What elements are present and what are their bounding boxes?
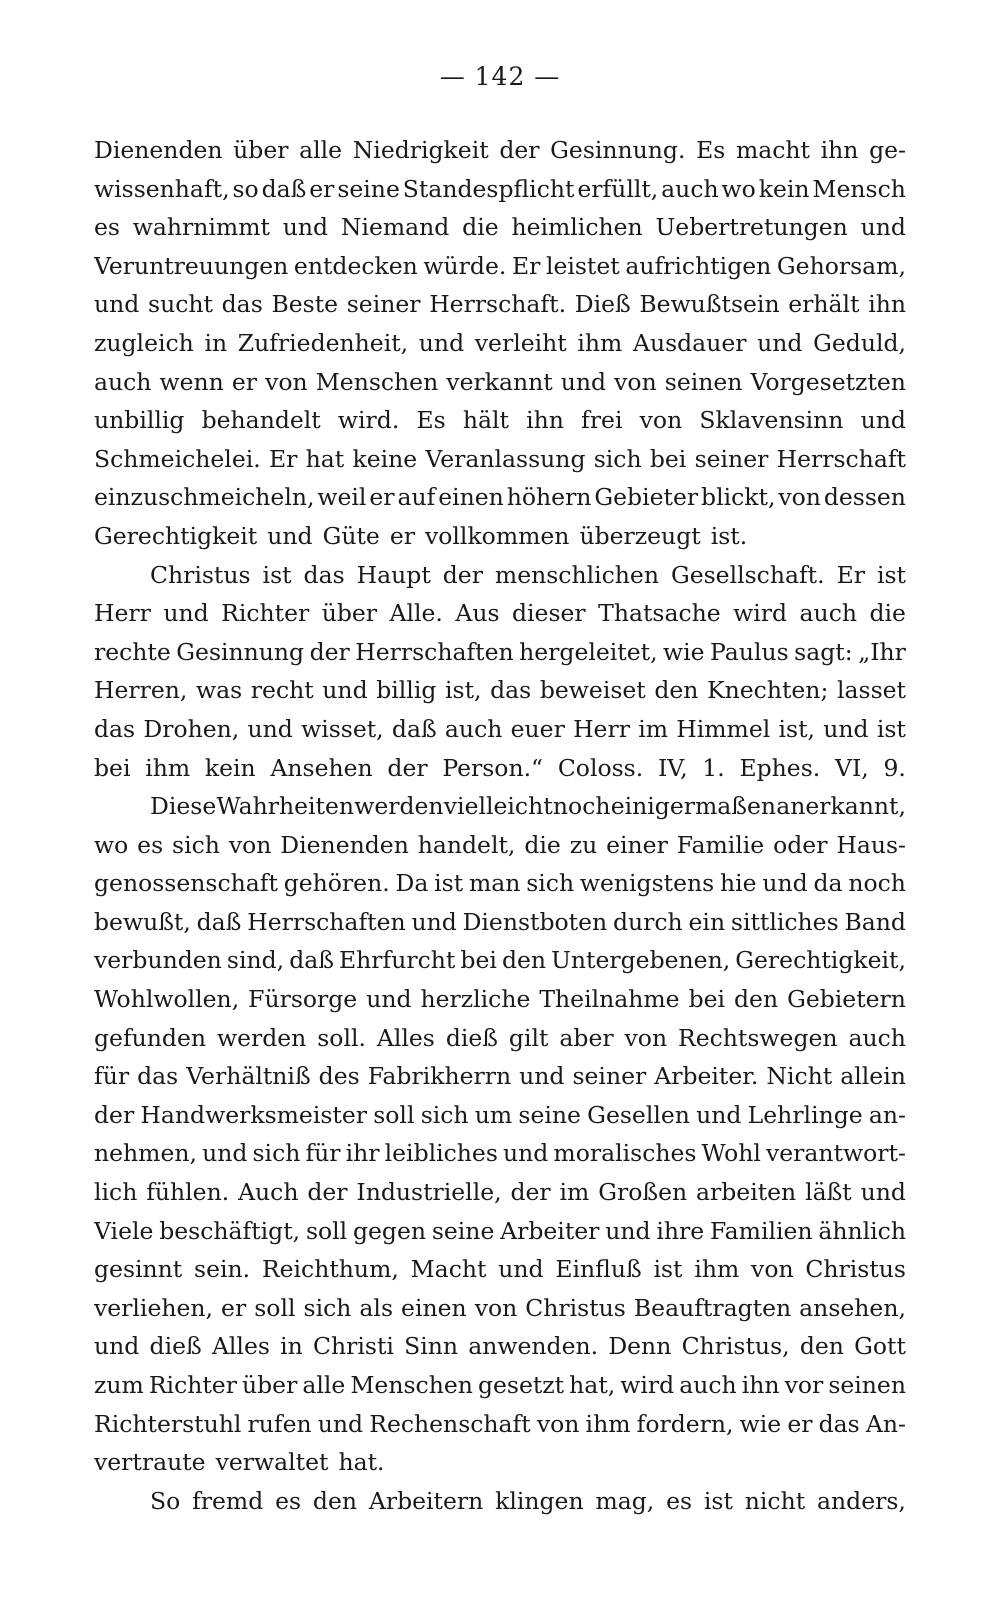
text-line: Herr und Richter über Alle. Aus dieser Thatsache wird auch die: [94, 599, 906, 628]
text-line: und dieß Alles in Christi Sinn anwenden. Denn Christus, den Gott: [94, 1332, 906, 1361]
text-line: Viele beschäftigt, soll gegen seine Arbeiter und ihre Familien ähnlich: [94, 1216, 906, 1245]
text-line: Wohlwollen, Fürsorge und herzliche Theilnahme bei den Gebietern: [94, 985, 906, 1014]
text-line: Gerechtigkeit und Güte er vollkommen überzeugt ist.: [94, 521, 748, 550]
page-number: — 142 —: [439, 62, 561, 91]
text-line: Christus ist das Haupt der menschlichen Gesellschaft. Er ist: [150, 560, 906, 589]
text-line: verbunden sind, daß Ehrfurcht bei den Untergebenen, Gerechtigkeit,: [94, 946, 906, 975]
text-line: wissenhaft, so daß er seine Standespflicht erfüllt, auch wo kein Mensch: [94, 174, 906, 203]
text-line: Diese Wahrheiten werden vielleicht noch einigermaßen anerkannt,: [150, 792, 906, 821]
text-line: wo es sich von Dienenden handelt, die zu einer Familie oder Haus-: [94, 830, 906, 859]
text-line: vertraute verwaltet hat.: [94, 1448, 385, 1477]
text-line: für das Verhältniß des Fabrikherrn und seiner Arbeiter. Nicht allein: [94, 1062, 906, 1091]
text-line: rechte Gesinnung der Herrschaften hergeleitet, wie Paulus sagt: „Ihr: [94, 637, 906, 666]
text-line: bei ihm kein Ansehen der Person.“ Coloss. IV, 1. Ephes. VI, 9.: [94, 753, 906, 782]
text-line: das Drohen, und wisset, daß auch euer Herr im Himmel ist, und ist: [94, 714, 906, 743]
text-line: einzuschmeicheln, weil er auf einen höhern Gebieter blickt, von dessen: [94, 483, 906, 512]
text-line: gesinnt sein. Reichthum, Macht und Einfluß ist ihm von Christus: [94, 1255, 906, 1284]
text-line: Schmeichelei. Er hat keine Veranlassung sich bei seiner Herrschaft: [94, 444, 906, 473]
text-line: Veruntreuungen entdecken würde. Er leistet aufrichtigen Gehorsam,: [94, 251, 906, 280]
text-line: bewußt, daß Herrschaften und Dienstboten durch ein sittliches Band: [94, 907, 906, 936]
text-line: genossenschaft gehören. Da ist man sich wenigstens hie und da noch: [94, 869, 906, 898]
text-line: der Handwerksmeister soll sich um seine Gesellen und Lehrlinge an-: [94, 1100, 906, 1129]
text-line: unbillig behandelt wird. Es hält ihn frei von Sklavensinn und: [94, 406, 906, 435]
text-line: gefunden werden soll. Alles dieß gilt aber von Rechtswegen auch: [94, 1023, 906, 1052]
text-line: auch wenn er von Menschen verkannt und von seinen Vorgesetzten: [94, 367, 906, 396]
text-line: Dienenden über alle Niedrigkeit der Gesinnung. Es macht ihn ge-: [94, 136, 906, 164]
text-line: es wahrnimmt und Niemand die heimlichen Uebertretungen und: [94, 213, 906, 242]
text-line: Herren, was recht und billig ist, das beweiset den Knechten; lasset: [94, 676, 906, 705]
text-line: nehmen, und sich für ihr leibliches und moralisches Wohl verantwort-: [94, 1139, 906, 1168]
text-line: Richterstuhl rufen und Rechenschaft von ihm fordern, wie er das An-: [94, 1409, 906, 1438]
body-text: [94, 131, 906, 1520]
text-line: lich fühlen. Auch der Industrielle, der im Großen arbeiten läßt und: [94, 1178, 906, 1207]
text-line: zugleich in Zufriedenheit, und verleiht ihm Ausdauer und Geduld,: [94, 328, 906, 357]
text-line: verliehen, er soll sich als einen von Christus Beauftragten ansehen,: [94, 1293, 906, 1322]
text-line: zum Richter über alle Menschen gesetzt hat, wird auch ihn vor seinen: [94, 1371, 906, 1399]
text-line: So fremd es den Arbeitern klingen mag, es ist nicht anders,: [150, 1486, 906, 1515]
text-line: und sucht das Beste seiner Herrschaft. Dieß Bewußtsein erhält ihn: [94, 290, 906, 319]
